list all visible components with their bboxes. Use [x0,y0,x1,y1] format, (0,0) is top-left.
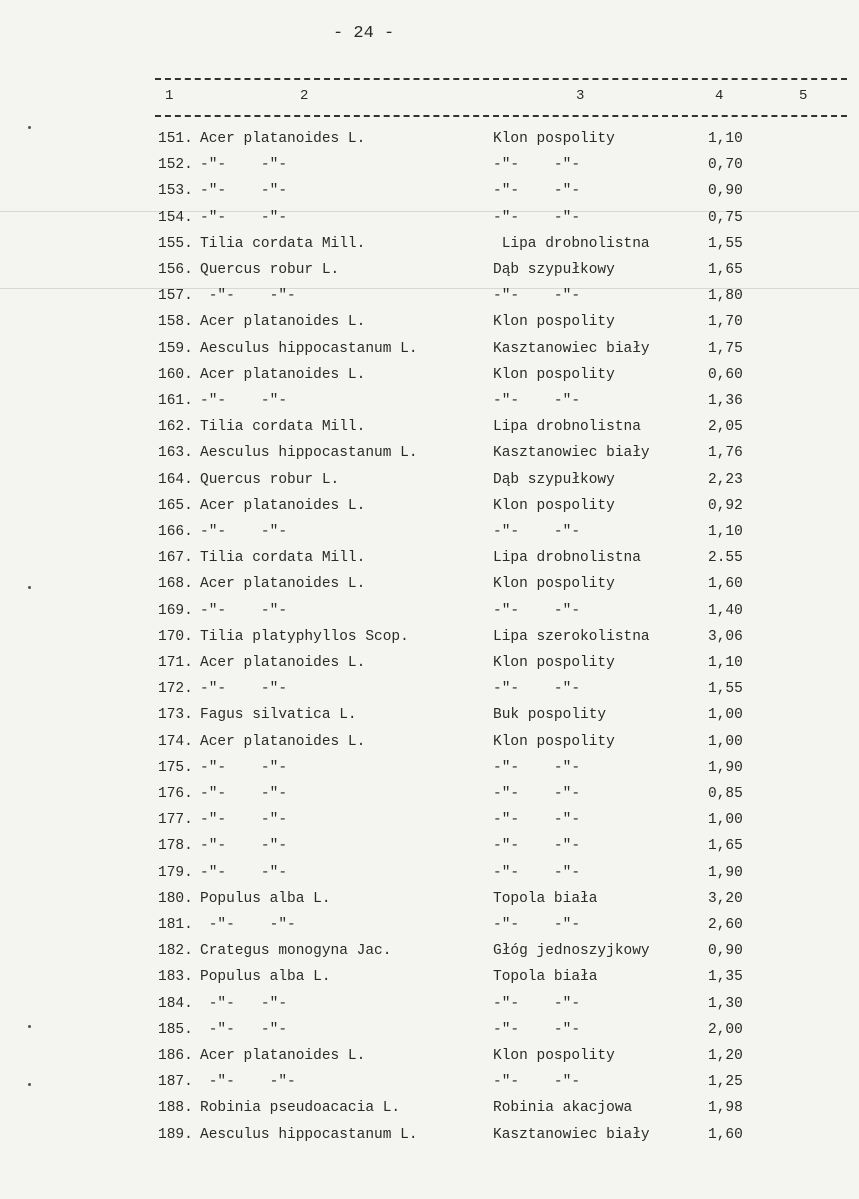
measurement: 1,55 [708,681,743,698]
latin-name: Acer platanoides L. [200,655,366,671]
measurement: 2,23 [708,471,743,488]
measurement: 1,10 [708,131,743,147]
table-row [0,707,859,729]
polish-name: Klon pospolity [493,314,615,331]
latin-name: Acer platanoides L. [200,733,366,750]
polish-name: -"- -"- [493,602,581,619]
polish-name: Klon pospolity [493,733,615,750]
table-row [0,996,859,1018]
polish-name: Klon pospolity [493,497,615,514]
measurement: 1,20 [708,1048,743,1064]
polish-name: Głóg jednoszyjkowy [493,943,650,960]
latin-name: Crategus monogyna Jac. [200,943,392,960]
measurement: 1,75 [708,340,743,357]
row-number: 154. [158,209,193,226]
latin-name: Robinia pseudoacacia L. [200,1100,401,1117]
latin-name: Populus alba L. [200,890,331,907]
polish-name: -"- -"- [493,209,581,226]
table-row [0,917,859,939]
table-row [0,629,859,651]
measurement: 3,06 [708,628,743,645]
polish-name: Topola biała [493,890,598,907]
polish-name: -"- -"- [493,812,581,829]
latin-name: Acer platanoides L. [200,576,366,593]
table-row [0,1048,859,1070]
polish-name: -"- -"- [493,288,581,305]
polish-name: -"- -"- [493,1074,581,1091]
polish-name: -"- -"- [493,524,581,540]
latin-name: -"- -"- [200,838,288,855]
polish-name: -"- -"- [493,786,581,802]
latin-name: Quercus robur L. [200,471,340,488]
latin-name: Aesculus hippocastanum L. [200,445,418,462]
latin-name: Tilia platyphyllos Scop. [200,628,409,645]
measurement: 0,90 [708,943,743,960]
latin-name: Aesculus hippocastanum L. [200,340,418,357]
table-row [0,288,859,310]
measurement: 1,00 [708,812,743,829]
table-top-rule [155,78,847,80]
polish-name: Lipa drobnolistna [493,419,641,436]
row-number: 166. [158,524,193,540]
table-row [0,760,859,782]
latin-name: Acer platanoides L. [200,314,366,331]
column-header-1: 1 [165,88,174,104]
table-row [0,472,859,494]
table-row [0,1127,859,1149]
table-header-rule [155,115,847,117]
measurement: 0,90 [708,183,743,200]
row-number: 165. [158,497,193,514]
table-row [0,734,859,756]
row-number: 158. [158,314,193,331]
page-number: - 24 - [333,24,395,43]
polish-name: Dąb szypułkowy [493,471,615,488]
table-row [0,314,859,336]
latin-name: -"- -"- [200,393,288,409]
table-row [0,445,859,467]
paper-speck [28,126,31,129]
table-row [0,236,859,258]
latin-name: Populus alba L. [200,969,331,986]
row-number: 152. [158,157,193,174]
measurement: 3,20 [708,890,743,907]
row-number: 151. [158,131,193,147]
latin-name: -"- -"- [200,681,288,698]
table-row [0,524,859,546]
latin-name: Tilia cordata Mill. [200,419,366,436]
polish-name: Kasztanowiec biały [493,340,650,357]
polish-name: -"- -"- [493,157,581,174]
row-number: 182. [158,943,193,960]
table-row [0,1100,859,1122]
polish-name: Kasztanowiec biały [493,1126,650,1143]
table-row [0,157,859,179]
measurement: 0,60 [708,366,743,383]
polish-name: -"- -"- [493,864,581,881]
measurement: 1,60 [708,576,743,593]
measurement: 1,25 [708,1074,743,1091]
latin-name: -"- -"- [200,209,288,226]
latin-name: -"- -"- [200,917,296,933]
measurement: 1,65 [708,838,743,855]
measurement: 1,30 [708,995,743,1012]
row-number: 176. [158,786,193,802]
latin-name: -"- -"- [200,183,288,200]
row-number: 159. [158,340,193,357]
row-number: 174. [158,733,193,750]
polish-name: -"- -"- [493,995,581,1012]
measurement: 0,85 [708,786,743,802]
table-row [0,341,859,363]
row-number: 188. [158,1100,193,1117]
table-row [0,786,859,808]
row-number: 185. [158,1021,193,1038]
polish-name: -"- -"- [493,681,581,698]
polish-name: Dąb szypułkowy [493,262,615,278]
measurement: 1,36 [708,393,743,409]
polish-name: Robinia akacjowa [493,1100,633,1117]
polish-name: Klon pospolity [493,131,615,147]
row-number: 161. [158,393,193,409]
row-number: 186. [158,1048,193,1064]
table-row [0,550,859,572]
table-row [0,131,859,153]
row-number: 189. [158,1126,193,1143]
latin-name: -"- -"- [200,288,296,305]
measurement: 1,10 [708,524,743,540]
measurement: 1,76 [708,445,743,462]
measurement: 1,80 [708,288,743,305]
latin-name: -"- -"- [200,812,288,829]
measurement: 2,60 [708,917,743,933]
latin-name: -"- -"- [200,786,288,802]
latin-name: Tilia cordata Mill. [200,235,366,252]
measurement: 0,92 [708,497,743,514]
polish-name: -"- -"- [493,917,581,933]
polish-name: Lipa drobnolistna [493,550,641,567]
polish-name: -"- -"- [493,838,581,855]
polish-name: Klon pospolity [493,1048,615,1064]
row-number: 169. [158,602,193,619]
polish-name: Kasztanowiec biały [493,445,650,462]
row-number: 162. [158,419,193,436]
table-row [0,655,859,677]
row-number: 157. [158,288,193,305]
table-row [0,262,859,284]
row-number: 168. [158,576,193,593]
latin-name: Tilia cordata Mill. [200,550,366,567]
measurement: 1,10 [708,655,743,671]
table-row [0,838,859,860]
row-number: 163. [158,445,193,462]
row-number: 156. [158,262,193,278]
table-row [0,943,859,965]
column-header-4: 4 [715,88,724,104]
polish-name: Topola biała [493,969,598,986]
row-number: 160. [158,366,193,383]
table-row [0,210,859,232]
measurement: 0,75 [708,209,743,226]
latin-name: -"- -"- [200,524,288,540]
row-number: 181. [158,917,193,933]
polish-name: -"- -"- [493,393,581,409]
column-header-5: 5 [799,88,808,104]
row-number: 179. [158,864,193,881]
latin-name: Quercus robur L. [200,262,340,278]
column-header-2: 2 [300,88,309,104]
row-number: 187. [158,1074,193,1091]
table-row [0,498,859,520]
column-header-3: 3 [576,88,585,104]
table-row [0,1022,859,1044]
polish-name: Lipa drobnolistna [493,235,650,252]
row-number: 175. [158,759,193,776]
table-row [0,393,859,415]
polish-name: Buk pospolity [493,707,607,724]
measurement: 1,55 [708,235,743,252]
table-row [0,812,859,834]
latin-name: -"- -"- [200,1021,288,1038]
latin-name: Aesculus hippocastanum L. [200,1126,418,1143]
measurement: 1,40 [708,602,743,619]
measurement: 2,05 [708,419,743,436]
table-row [0,969,859,991]
table-row [0,1074,859,1096]
polish-name: -"- -"- [493,759,581,776]
measurement: 1,35 [708,969,743,986]
row-number: 178. [158,838,193,855]
measurement: 1,00 [708,707,743,724]
latin-name: Acer platanoides L. [200,497,366,514]
row-number: 167. [158,550,193,567]
polish-name: -"- -"- [493,1021,581,1038]
polish-name: Klon pospolity [493,655,615,671]
table-row [0,367,859,389]
row-number: 172. [158,681,193,698]
polish-name: Klon pospolity [493,576,615,593]
row-number: 180. [158,890,193,907]
measurement: 1,60 [708,1126,743,1143]
measurement: 1,70 [708,314,743,331]
table-row [0,183,859,205]
table-row [0,576,859,598]
measurement: 1,90 [708,759,743,776]
polish-name: Klon pospolity [493,366,615,383]
measurement: 1,00 [708,733,743,750]
latin-name: Acer platanoides L. [200,1048,366,1064]
row-number: 184. [158,995,193,1012]
latin-name: -"- -"- [200,1074,296,1091]
polish-name: -"- -"- [493,183,581,200]
latin-name: Acer platanoides L. [200,366,366,383]
latin-name: -"- -"- [200,995,288,1012]
measurement: 1,65 [708,262,743,278]
measurement: 0,70 [708,157,743,174]
measurement: 2.55 [708,550,743,567]
table-row [0,891,859,913]
table-row [0,681,859,703]
measurement: 1,90 [708,864,743,881]
latin-name: Acer platanoides L. [200,131,366,147]
row-number: 171. [158,655,193,671]
measurement: 1,98 [708,1100,743,1117]
latin-name: -"- -"- [200,157,288,174]
row-number: 173. [158,707,193,724]
table-row [0,603,859,625]
table-row [0,419,859,441]
polish-name: Lipa szerokolistna [493,628,650,645]
latin-name: Fagus silvatica L. [200,707,357,724]
row-number: 155. [158,235,193,252]
latin-name: -"- -"- [200,759,288,776]
latin-name: -"- -"- [200,864,288,881]
latin-name: -"- -"- [200,602,288,619]
row-number: 183. [158,969,193,986]
table-row [0,865,859,887]
row-number: 153. [158,183,193,200]
measurement: 2,00 [708,1021,743,1038]
row-number: 170. [158,628,193,645]
row-number: 177. [158,812,193,829]
row-number: 164. [158,471,193,488]
